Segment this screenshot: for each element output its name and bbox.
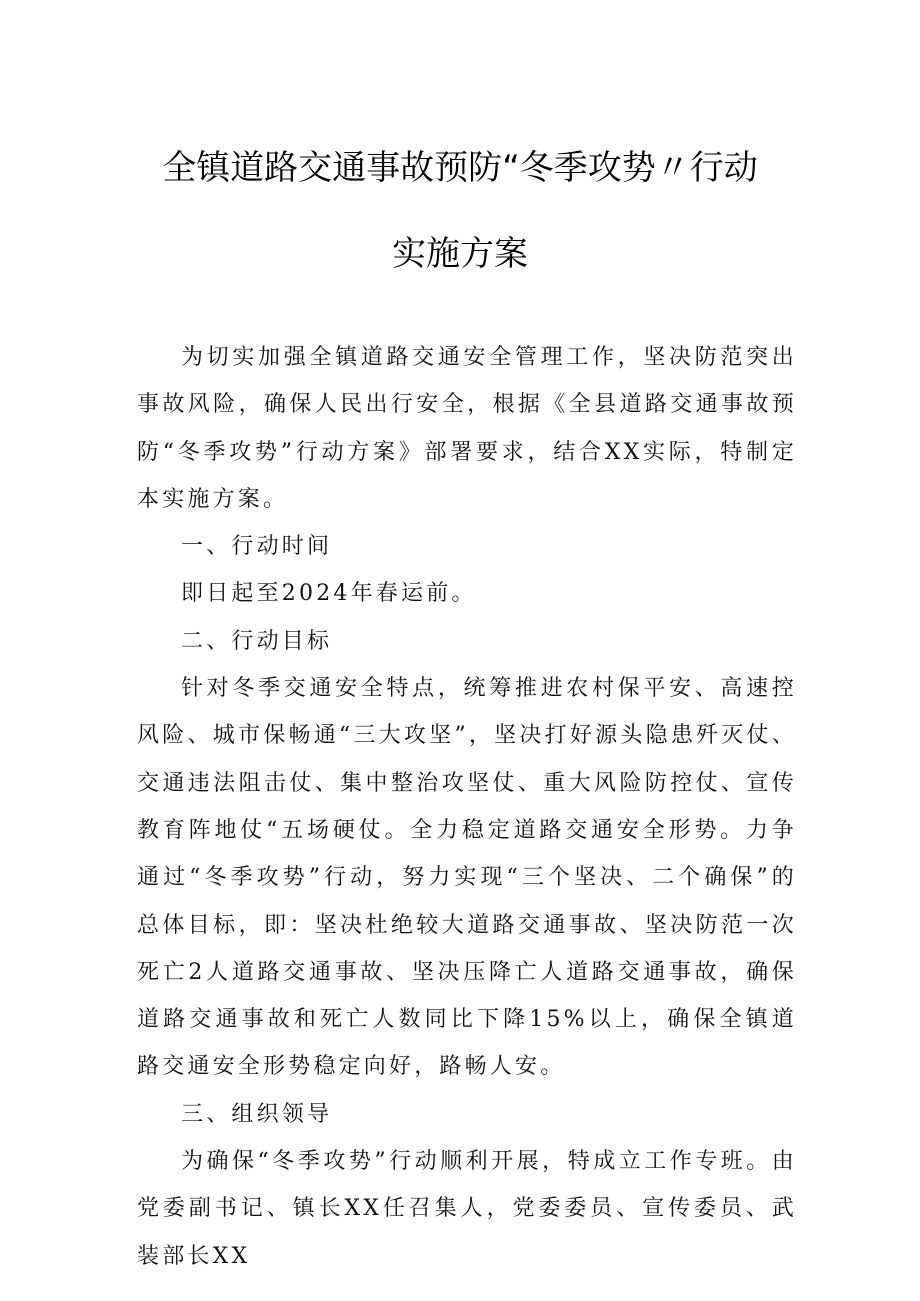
section-text-time: 即日起至2024年春运前。 bbox=[181, 581, 477, 607]
section-text-goal: 针对冬季交通安全特点，统筹推进农村保平安、高速控风险、城市保畅通“三大攻坚”，坚决打好源头隐患歼灭仗、交通违法阻击仗、集中整治攻坚仗、重大风险防控仗、宣传教育阵地仗“五场硬仗。全力稳定道路交通安全形势。力争通过“冬季攻势”行动，努力实现“三个坚决、二个确保”的总体目标，即：坚决杜绝较大道路交通事故、坚决防范一次死亡2人道路交通事故、坚决压降亡人道路交通事故，确保道路交通事故和死亡人数同比下降15%以上，确保全镇道路交通安全形势稳定向好，路畅人安。 bbox=[137, 676, 797, 1080]
intro-paragraph: 为切实加强全镇道路交通安全管理工作，坚决防范突出事故风险，确保人民出行安全，根据《全县道路交通事故预防“冬季攻势”行动方案》部署要求，结合XX实际，特制定本实施方案。 bbox=[137, 345, 797, 512]
document-body bbox=[137, 334, 797, 1280]
section-text-organization: 为确保“冬季攻势”行动顺利开展，特成立工作专班。由党委副书记、镇长XX任召集人，党委委员、宣传委员、武装部长XX bbox=[137, 1149, 797, 1269]
section-heading-time: 一、行动时间 bbox=[181, 534, 333, 560]
document-title-line-2: 实施方案 bbox=[392, 234, 528, 274]
document-title-line-1: 全镇道路交通事故预防“冬季攻势〃行动 bbox=[162, 148, 758, 188]
section-heading-goal: 二、行动目标 bbox=[181, 628, 333, 654]
section-heading-organization: 三、组织领导 bbox=[181, 1101, 333, 1127]
